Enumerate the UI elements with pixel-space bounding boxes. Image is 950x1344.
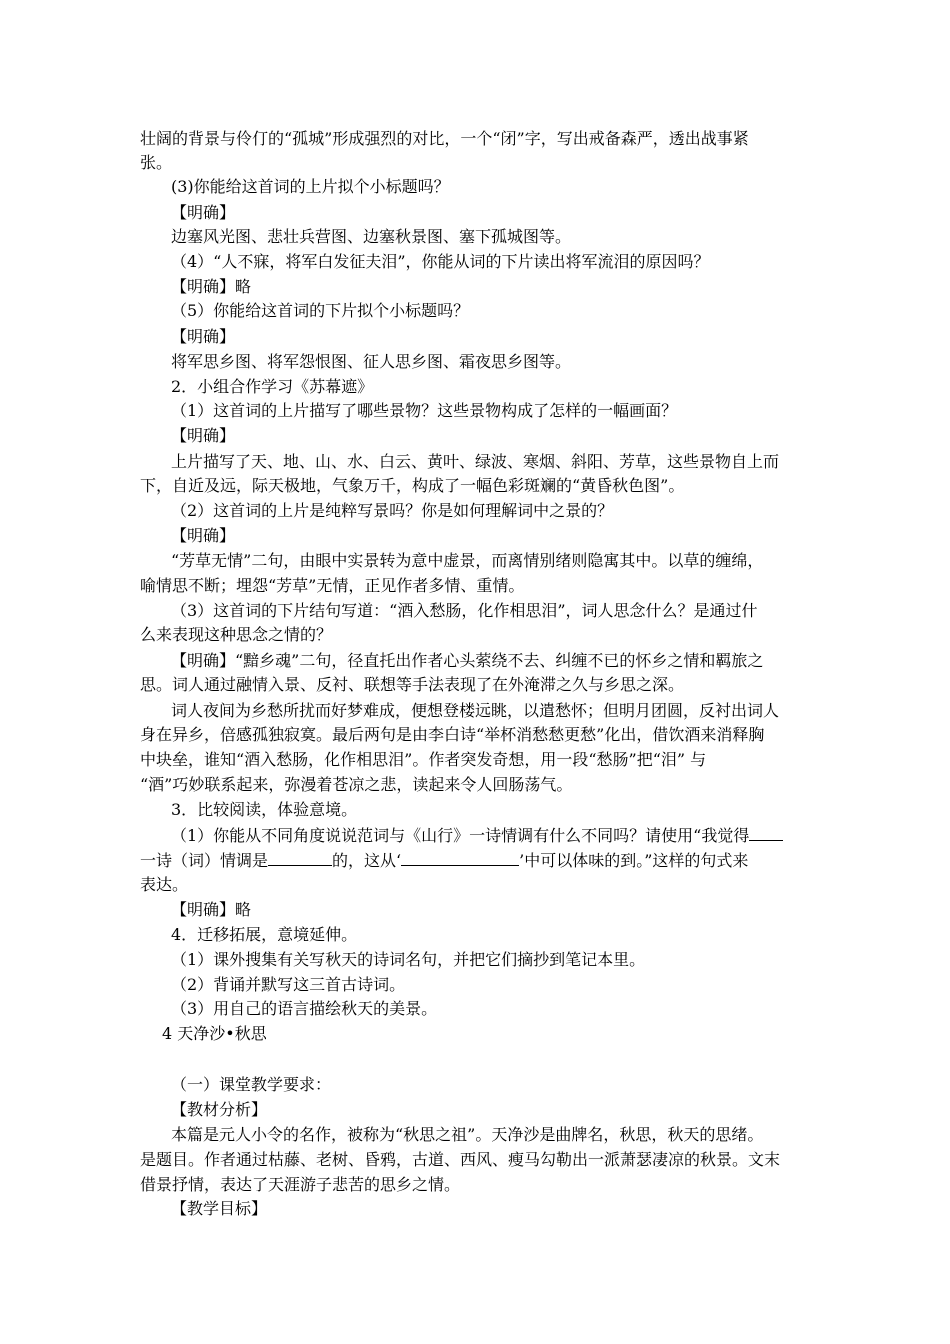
paragraph-line: “芳草无情”二句，由眼中实景转为意中虚景，而离情别绪则隐寓其中。以草的缠绵，: [171, 551, 764, 570]
question-line: （1）这首词的上片描写了哪些景物？这些景物构成了怎样的一幅画面？: [171, 401, 678, 420]
paragraph-line: 喻情思不断；埋怨“芳草”无情，正见作者多情、重情。: [140, 576, 525, 595]
paragraph-line: 思。词人通过融情入景、反衬、联想等手法表现了在外淹滞之久与乡思之深。: [140, 675, 685, 694]
question-text: （1）你能从不同角度说说范词与《山行》一诗情调有什么不同吗？请使用“我觉得: [171, 826, 750, 845]
fill-blank: [401, 849, 519, 866]
fill-blank: [749, 824, 783, 841]
section-heading: 3．比较阅读，体验意境。: [171, 800, 358, 819]
question-line: （4）“人不寐，将军白发征夫泪”，你能从词的下片读出将军流泪的原因吗？: [171, 252, 710, 271]
paragraph-line: “酒”巧妙联系起来，弥漫着苍凉之悲，读起来令人回肠荡气。: [140, 775, 573, 794]
question-text: ’中可以体味的到。”这样的句式来: [519, 851, 749, 870]
answer-label: 【明确】: [171, 203, 236, 222]
lesson-title: 4 天净沙•秋思: [162, 1024, 267, 1043]
section-heading: 【教材分析】: [171, 1100, 268, 1119]
paragraph-line: 表达。: [140, 875, 189, 894]
answer-label: 【明确】: [171, 426, 236, 445]
section-heading: 【教学目标】: [171, 1199, 268, 1218]
paragraph-line: 么来表现这种思念之情的？: [140, 625, 333, 644]
paragraph-line: 将军思乡图、将军怨恨图、征人思乡图、霜夜思乡图等。: [171, 352, 572, 371]
paragraph-line: 借景抒情，表达了天涯游子悲苦的思乡之情。: [140, 1175, 461, 1194]
paragraph-line: 张。: [140, 153, 173, 172]
answer-label: 【明确】: [171, 327, 236, 346]
question-line: (3)你能给这首词的上片拟个小标题吗？: [171, 177, 450, 196]
section-heading: （一）课堂教学要求：: [171, 1075, 332, 1094]
section-heading: 2．小组合作学习《苏幕遮》: [171, 377, 374, 396]
fill-blank: [268, 849, 332, 866]
answer-label: 【明确】略: [171, 900, 252, 919]
paragraph-line: 是题目。作者通过枯藤、老树、昏鸦，古道、西风、瘦马勾勒出一派萧瑟凄凉的秋景。文末: [140, 1150, 781, 1169]
section-heading: 4．迁移拓展，意境延伸。: [171, 925, 358, 944]
answer-label: 【明确】: [171, 526, 236, 545]
paragraph-line: （1）课外搜集有关写秋天的诗词名句，并把它们摘抄到笔记本里。: [171, 950, 646, 969]
paragraph-line: 边塞风光图、悲壮兵营图、边塞秋景图、塞下孤城图等。: [171, 227, 572, 246]
question-line: （2）这首词的上片是纯粹写景吗？你是如何理解词中之景的？: [171, 501, 614, 520]
paragraph-line: 词人夜间为乡愁所扰而好梦难成，便想登楼远眺，以遣愁怀；但明月团圆，反衬出词人: [171, 701, 780, 720]
question-text: 的，这从‘: [332, 851, 402, 870]
paragraph-line: 壮阔的背景与伶仃的“孤城”形成强烈的对比，一个“闭”字，写出戒备森严，透出战事紧: [140, 129, 749, 148]
paragraph-line: 身在异乡，倍感孤独寂寞。最后两句是由李白诗“举杯消愁愁更愁”化出，借饮酒来消释胸: [140, 725, 765, 744]
question-line: [140, 849, 748, 871]
answer-label: 【明确】略: [171, 277, 252, 296]
paragraph-line: 上片描写了天、地、山、水、白云、黄叶、绿波、寒烟、斜阳、芳草，这些景物自上而: [171, 452, 780, 471]
question-line: （3）这首词的下片结句写道：“酒入愁肠，化作相思泪”，词人思念什么？是通过什: [171, 601, 758, 620]
paragraph-line: 本篇是元人小令的名作，被称为“秋思之祖”。天净沙是曲牌名，秋思，秋天的思绪。: [171, 1125, 764, 1144]
answer-label: 【明确】“黯乡魂”二句，径直托出作者心头萦绕不去、纠缠不已的怀乡之情和羁旅之: [171, 651, 764, 670]
paragraph-line: （2）背诵并默写这三首古诗词。: [171, 975, 406, 994]
paragraph-line: 下，自近及远，际天极地，气象万千，构成了一幅色彩斑斓的“黄昏秋色图”。: [140, 476, 685, 495]
question-line: [171, 824, 783, 846]
question-text: 一诗（词）情调是: [140, 851, 269, 870]
paragraph-line: （3）用自己的语言描绘秋天的美景。: [171, 999, 438, 1018]
paragraph-line: 中块垒，谁知“酒入愁肠，化作相思泪”。作者突发奇想，用一段“愁肠”把“泪” 与: [140, 750, 707, 769]
question-line: （5）你能给这首词的下片拟个小标题吗？: [171, 301, 470, 320]
